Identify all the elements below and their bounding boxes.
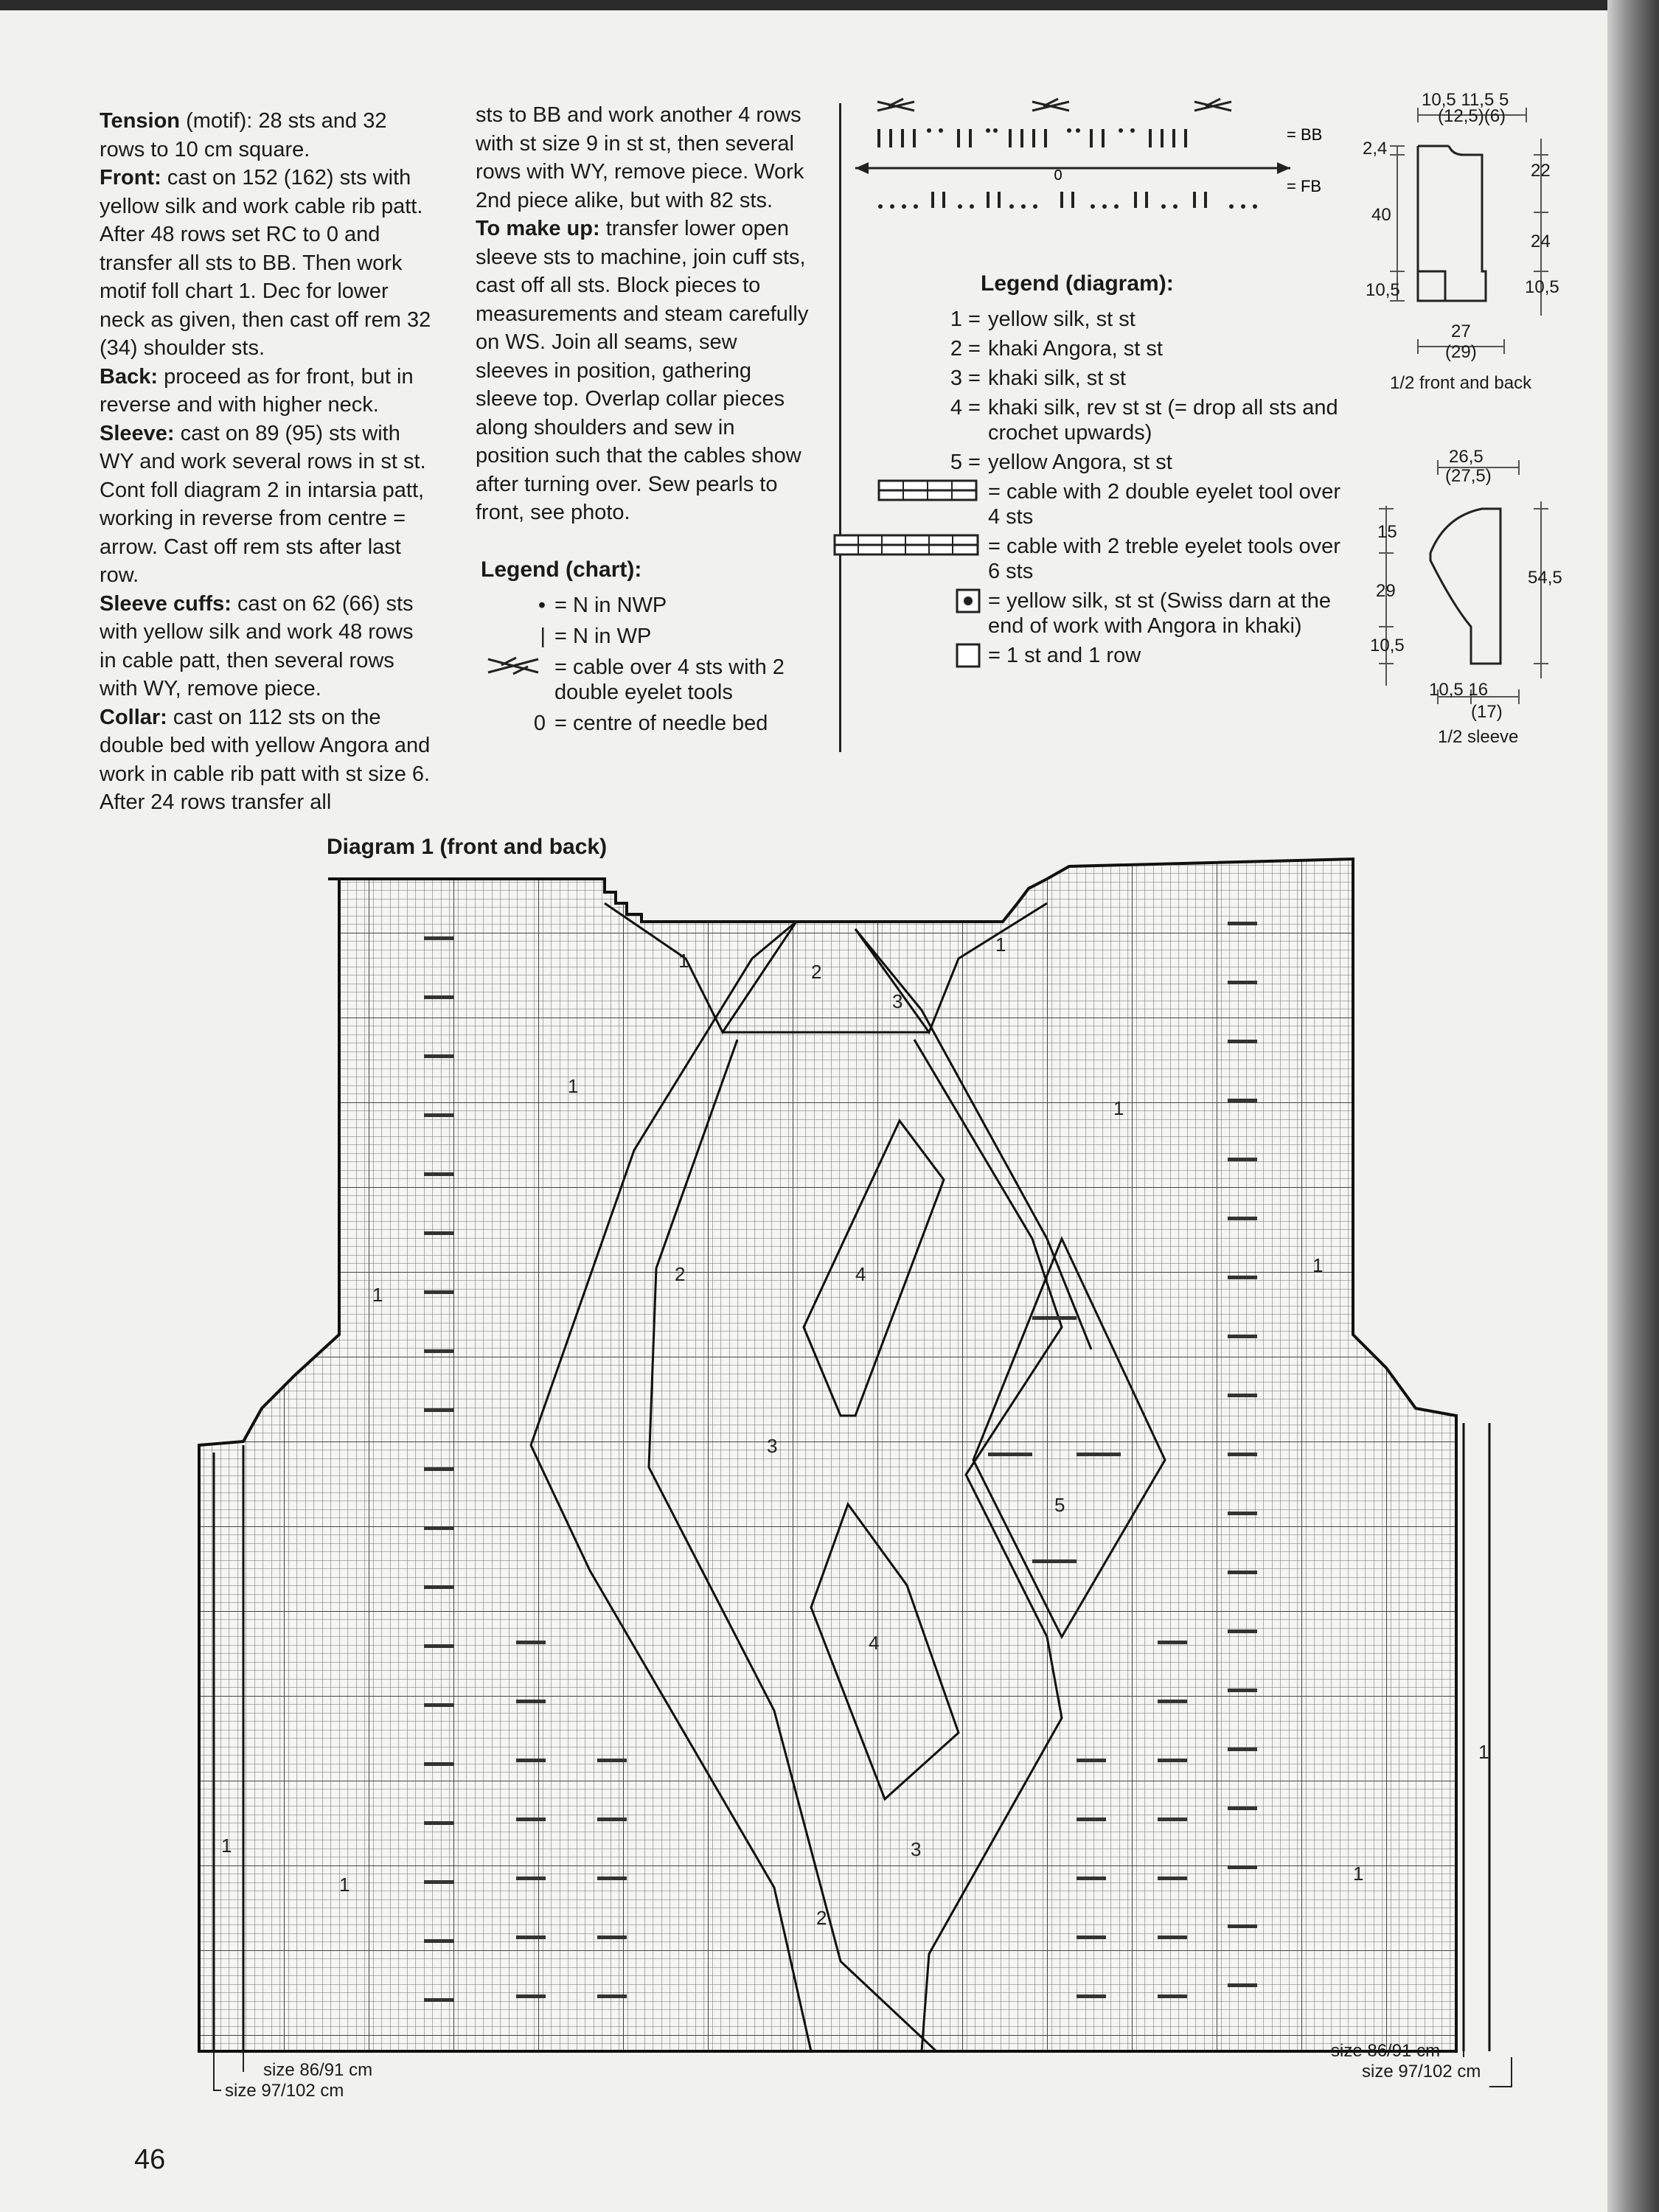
legend-diagram-item: = yellow silk, st st (Swiss darn at the end of work with Angora in khaki) (855, 588, 1342, 639)
region-label: 3 (892, 990, 903, 1012)
wp-bar-icon: | (540, 625, 546, 648)
text-sleeve: cast on 89 (95) sts with WY and work several rows in st st. Cont foll diagram 2 in intarsia patt, working in reverse from centre = arrow. Cast off rem sts after last row. (100, 421, 426, 587)
schematic-sleeve: 26,5 (27,5) 15 29 10,5 54,5 10,5 16 (17) 1/2 sleeve (1370, 447, 1562, 747)
region-label: 2 (811, 961, 822, 983)
fb-label: = FB (1287, 177, 1322, 195)
heading-back: Back: (100, 364, 158, 389)
legend-chart-title: Legend (chart): (481, 557, 642, 582)
region-label: 1 (678, 950, 689, 972)
legend-diagram-item: = cable with 2 double eyelet tool over 4 sts (855, 479, 1342, 529)
legend-diagram-item: 1 = yellow silk, st st (950, 307, 1135, 331)
region-label: 1 (995, 933, 1006, 956)
region-label: 4 (855, 1263, 866, 1285)
region-label: 1 (1478, 1741, 1489, 1763)
legend-diagram-title: Legend (diagram): (981, 271, 1174, 296)
size-label-left-2: size 97/102 cm (225, 2081, 344, 2101)
region-label: 1 (372, 1284, 383, 1306)
region-label: 1 (221, 1834, 232, 1857)
size-label-left-1: size 86/91 cm (263, 2060, 373, 2080)
heading-front: Front: (100, 166, 161, 189)
legend-diagram-item: 5 = yellow Angora, st st (950, 451, 1172, 474)
nwp-dot-icon: • (538, 594, 546, 617)
text-back: proceed as for front, but in reverse and with higher neck. (100, 364, 414, 417)
legend-text: = N in NWP (554, 594, 667, 617)
legend-text: = N in WP (554, 625, 652, 648)
text-collar: cast on 112 sts on the double bed with yellow Angora and work in cable rib patt with st size 6. After 24 rows transfer all (100, 705, 431, 814)
region-label: 1 (1353, 1863, 1364, 1885)
text-front: cast on 152 (162) sts with yellow silk and work cable rib patt. After 48 rows set RC to 0 and transfer all sts to BB. Then work motif foll chart 1. Dec for lower neck as given, then cast off rem 32 (34) shoulder sts. (100, 166, 431, 360)
text-sleeve-cuffs: cast on 62 (66) sts with yellow silk and work 48 rows in cable patt, then several rows with WY, remove piece. (100, 591, 414, 700)
size-label-right-1: size 86/91 cm (1331, 2041, 1441, 2061)
region-label: 3 (911, 1838, 922, 1860)
heading-tension: Tension (100, 109, 181, 133)
bb-label: = BB (1287, 125, 1323, 144)
legend-diagram-item: 4 = khaki silk, rev st st (= drop all sts and crochet upwards) (950, 396, 1338, 445)
region-label: 5 (1054, 1494, 1065, 1516)
region-label: 2 (816, 1907, 827, 1929)
page-number: 46 (134, 2144, 166, 2175)
region-label: 3 (767, 1435, 778, 1457)
legend-text: = centre of needle bed (554, 712, 768, 735)
schematic-front-back: 10,5 11,5 5 (12,5)(6) 2,4 40 10,5 22 24 10,5 27 (29) 1/2 front and back (1363, 90, 1559, 393)
legend-diagram-item: = cable with 2 treble eyelet tools over 6 sts (855, 534, 1342, 584)
heading-collar: Collar: (100, 705, 167, 729)
heading-make-up: To make up: (476, 217, 600, 240)
size-label-right-2: size 97/102 cm (1362, 2062, 1481, 2081)
region-label: 1 (1312, 1254, 1324, 1276)
centre-zero-icon: 0 (533, 712, 546, 735)
heading-sleeve: Sleeve: (100, 421, 175, 445)
region-label: 1 (568, 1075, 579, 1097)
region-label: 2 (675, 1263, 686, 1285)
legend-diagram-item: 2 = khaki Angora, st st (950, 337, 1163, 361)
legend-diagram-item: 3 = khaki silk, st st (950, 366, 1126, 390)
heading-sleeve-cuffs: Sleeve cuffs: (100, 591, 232, 616)
region-label: 1 (339, 1874, 350, 1896)
text-tension: (motif): 28 sts and 32 rows to 10 cm square. (100, 109, 387, 161)
region-label: 1 (1113, 1097, 1124, 1119)
region-label: 4 (869, 1632, 880, 1654)
text-collar-cont: sts to BB and work another 4 rows with st size 9 in st st, then several rows with WY, remove piece. Work 2nd piece alike, but with 82 sts. (476, 103, 804, 212)
legend-diagram-item: = 1 st and 1 row (855, 643, 1342, 668)
diagram-title: Diagram 1 (front and back) (327, 835, 608, 859)
text-make-up: transfer lower open sleeve sts to machine, join cuff sts, cast off all sts. Block pieces to measurements and steam carefully on WS. Join all seams, sew sleeves in position, gathering sleeve top. Overlap collar pieces along shoulders and sew in position such that the cables show after turning over. Sew pearls to front, see photo. (476, 217, 809, 524)
centre-mark: 0 (1054, 167, 1062, 184)
legend-text: = cable over 4 sts with 2 double eyelet tools (554, 655, 785, 704)
